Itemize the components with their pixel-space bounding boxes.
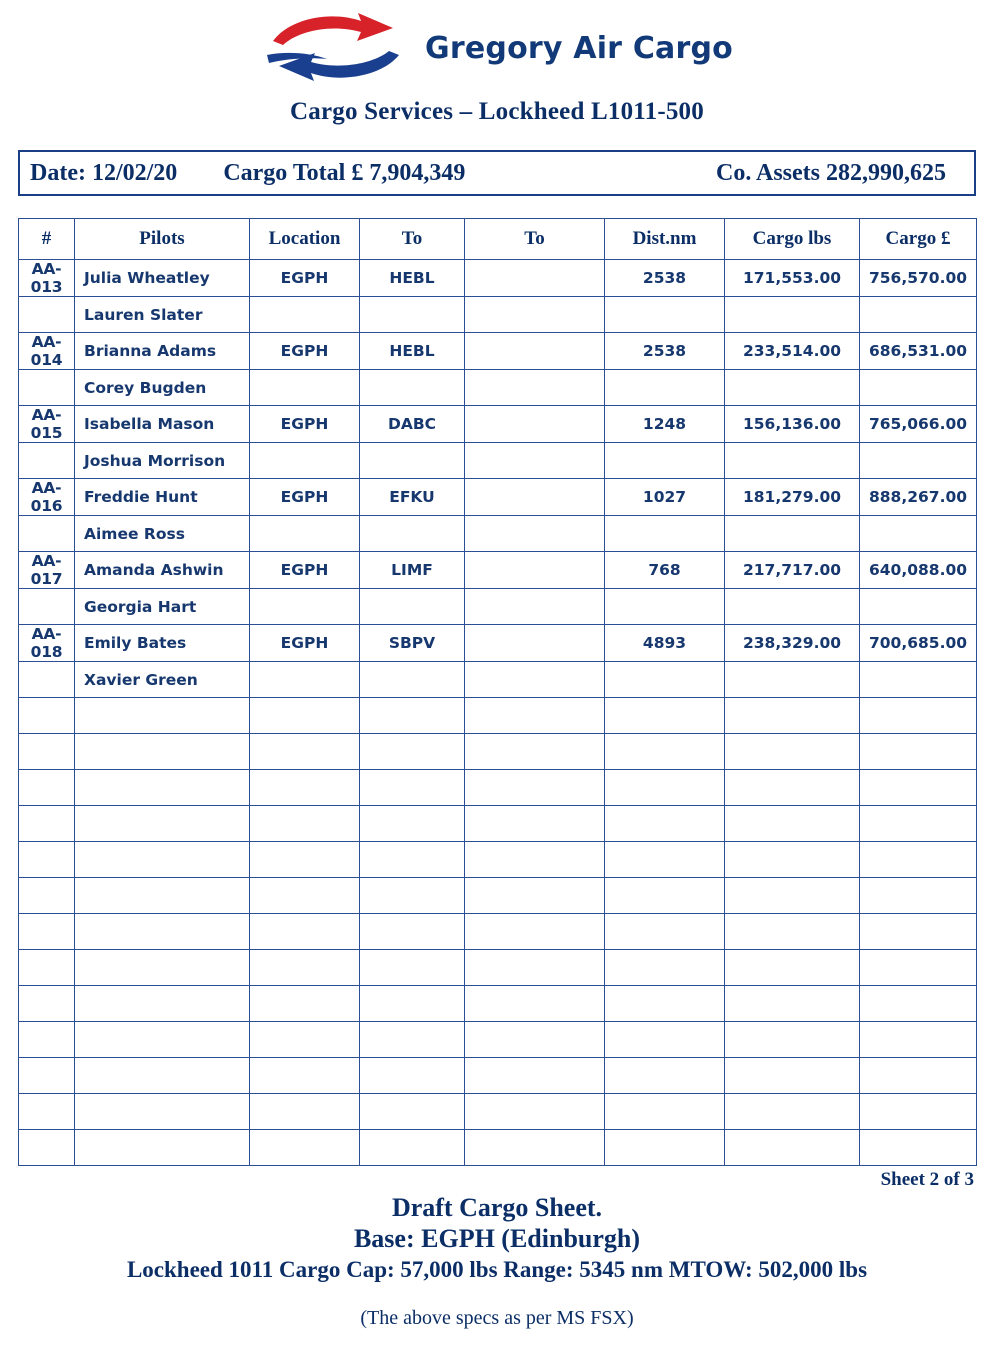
cell-distance (605, 297, 725, 333)
cell-to-1: HEBL (360, 260, 465, 297)
cell-pilot: Aimee Ross (75, 516, 250, 552)
cell-cargo-gbp (860, 1058, 977, 1094)
cell-cargo-lbs (725, 589, 860, 625)
cell-id: AA-017 (19, 552, 75, 589)
cell-cargo-gbp (860, 662, 977, 698)
table-row (19, 443, 977, 479)
cell-to-1 (360, 986, 465, 1022)
cell-distance (605, 443, 725, 479)
cell-id (19, 734, 75, 770)
cell-pilot: Freddie Hunt (75, 479, 250, 516)
cell-id (19, 1058, 75, 1094)
cell-location: EGPH (250, 260, 360, 297)
cell-id: AA-014 (19, 333, 75, 370)
cell-to-2 (465, 698, 605, 734)
cell-cargo-gbp (860, 1130, 977, 1166)
cell-location (250, 1094, 360, 1130)
table-row (19, 479, 977, 516)
table-row (19, 625, 977, 662)
cell-id (19, 1094, 75, 1130)
cell-id (19, 698, 75, 734)
table-row (19, 914, 977, 950)
cell-cargo-gbp: 756,570.00 (860, 260, 977, 297)
cell-location (250, 1058, 360, 1094)
cell-id: AA-018 (19, 625, 75, 662)
cell-distance (605, 950, 725, 986)
cell-to-1 (360, 698, 465, 734)
cell-distance (605, 1094, 725, 1130)
cell-distance (605, 770, 725, 806)
cell-cargo-lbs (725, 443, 860, 479)
footer-base: Base: EGPH (Edinburgh) (353, 1223, 641, 1253)
cell-cargo-gbp (860, 516, 977, 552)
cell-cargo-lbs (725, 878, 860, 914)
table-row (19, 589, 977, 625)
cell-id (19, 842, 75, 878)
cell-cargo-lbs (725, 297, 860, 333)
cargo-total-field: Cargo Total £ 7,904,349 (223, 159, 466, 186)
table-row (19, 1058, 977, 1094)
cell-to-2 (465, 625, 605, 662)
column-header-pilots: Pilots (75, 219, 250, 260)
company-assets-field: Co. Assets 282,990,625 (715, 159, 946, 186)
cell-location (250, 297, 360, 333)
cell-distance (605, 516, 725, 552)
cell-to-1: LIMF (360, 552, 465, 589)
cell-distance: 4893 (605, 625, 725, 662)
footer-specs: Lockheed 1011 Cargo Cap: 57,000 lbs Range: 5345 nm MTOW: 502,000 lbs (126, 1257, 868, 1283)
cell-location (250, 842, 360, 878)
company-name: Gregory Air Cargo (425, 30, 733, 66)
cell-pilot: Georgia Hart (75, 589, 250, 625)
cell-cargo-lbs (725, 734, 860, 770)
cell-to-1 (360, 770, 465, 806)
cell-location (250, 1130, 360, 1166)
column-header-location: Location (250, 219, 360, 260)
cell-pilot: Lauren Slater (75, 297, 250, 333)
cell-location: EGPH (250, 625, 360, 662)
cell-distance (605, 662, 725, 698)
cell-pilot (75, 842, 250, 878)
cell-cargo-gbp (860, 842, 977, 878)
cell-cargo-lbs (725, 914, 860, 950)
cell-cargo-lbs (725, 1130, 860, 1166)
cell-cargo-lbs (725, 516, 860, 552)
cell-to-1 (360, 1094, 465, 1130)
table-header-row (19, 219, 977, 260)
cell-to-2 (465, 516, 605, 552)
cell-id (19, 662, 75, 698)
cell-cargo-lbs: 156,136.00 (725, 406, 860, 443)
cell-location: EGPH (250, 479, 360, 516)
cell-id: AA-015 (19, 406, 75, 443)
cell-id (19, 950, 75, 986)
cell-pilot (75, 1058, 250, 1094)
table-row (19, 1130, 977, 1166)
cell-to-1 (360, 734, 465, 770)
cell-cargo-lbs (725, 770, 860, 806)
cell-to-1 (360, 1058, 465, 1094)
column-header-id: # (19, 219, 75, 260)
cell-cargo-gbp (860, 1094, 977, 1130)
cell-distance (605, 1022, 725, 1058)
cell-location (250, 734, 360, 770)
table-row (19, 662, 977, 698)
cell-to-1 (360, 297, 465, 333)
cell-distance: 2538 (605, 260, 725, 297)
cell-to-2 (465, 406, 605, 443)
cell-pilot: Isabella Mason (75, 406, 250, 443)
cell-id: AA-013 (19, 260, 75, 297)
cell-id (19, 516, 75, 552)
cell-cargo-gbp (860, 950, 977, 986)
cell-to-1 (360, 950, 465, 986)
cell-distance: 1027 (605, 479, 725, 516)
cell-cargo-lbs (725, 1058, 860, 1094)
cell-location (250, 662, 360, 698)
cell-cargo-gbp: 640,088.00 (860, 552, 977, 589)
cell-location (250, 806, 360, 842)
cell-distance (605, 370, 725, 406)
cell-to-2 (465, 589, 605, 625)
cell-cargo-lbs (725, 1094, 860, 1130)
cell-cargo-gbp: 765,066.00 (860, 406, 977, 443)
cell-cargo-gbp: 700,685.00 (860, 625, 977, 662)
cell-location (250, 589, 360, 625)
cell-location (250, 770, 360, 806)
cell-id (19, 986, 75, 1022)
cell-to-1 (360, 806, 465, 842)
cell-location: EGPH (250, 552, 360, 589)
cell-cargo-lbs (725, 806, 860, 842)
cell-to-2 (465, 878, 605, 914)
cell-to-2 (465, 297, 605, 333)
cell-location: EGPH (250, 406, 360, 443)
cell-cargo-lbs (725, 950, 860, 986)
cell-location (250, 950, 360, 986)
cell-pilot: Xavier Green (75, 662, 250, 698)
cell-pilot: Corey Bugden (75, 370, 250, 406)
cell-id (19, 806, 75, 842)
cell-pilot (75, 1094, 250, 1130)
table-row (19, 516, 977, 552)
summary-bar (18, 150, 976, 196)
document-footer (0, 1193, 994, 1330)
cell-cargo-lbs (725, 986, 860, 1022)
cell-to-1: HEBL (360, 333, 465, 370)
cell-location (250, 1022, 360, 1058)
cell-cargo-gbp (860, 589, 977, 625)
cell-to-2 (465, 662, 605, 698)
cell-to-2 (465, 552, 605, 589)
cell-to-1 (360, 589, 465, 625)
table-row (19, 734, 977, 770)
cell-to-1 (360, 662, 465, 698)
table-row (19, 842, 977, 878)
table-row (19, 333, 977, 370)
cell-to-1: SBPV (360, 625, 465, 662)
cell-location (250, 370, 360, 406)
cell-to-1 (360, 1130, 465, 1166)
cell-pilot (75, 1022, 250, 1058)
cell-to-2 (465, 370, 605, 406)
cell-id (19, 443, 75, 479)
cell-cargo-lbs (725, 662, 860, 698)
cell-id (19, 297, 75, 333)
cell-to-2 (465, 1130, 605, 1166)
table-row (19, 950, 977, 986)
table-row (19, 770, 977, 806)
cell-distance (605, 878, 725, 914)
cell-cargo-gbp (860, 698, 977, 734)
cell-to-1 (360, 914, 465, 950)
footer-note: (The above specs as per MS FSX) (360, 1307, 634, 1330)
table-row (19, 1094, 977, 1130)
cell-pilot: Joshua Morrison (75, 443, 250, 479)
cell-cargo-lbs: 233,514.00 (725, 333, 860, 370)
cell-to-1: DABC (360, 406, 465, 443)
cell-cargo-lbs: 181,279.00 (725, 479, 860, 516)
cell-to-2 (465, 950, 605, 986)
cell-to-2 (465, 734, 605, 770)
cell-cargo-lbs (725, 842, 860, 878)
cell-distance (605, 914, 725, 950)
cell-pilot: Brianna Adams (75, 333, 250, 370)
cell-cargo-gbp: 888,267.00 (860, 479, 977, 516)
cell-id (19, 770, 75, 806)
cell-id (19, 589, 75, 625)
cell-cargo-gbp (860, 370, 977, 406)
sheet-number: Sheet 2 of 3 (880, 1169, 974, 1190)
cell-cargo-gbp (860, 878, 977, 914)
cell-to-2 (465, 1022, 605, 1058)
cell-cargo-gbp (860, 297, 977, 333)
cell-cargo-gbp (860, 1022, 977, 1058)
cell-distance: 1248 (605, 406, 725, 443)
table-row (19, 297, 977, 333)
cell-to-2 (465, 443, 605, 479)
cell-pilot (75, 914, 250, 950)
cell-pilot: Emily Bates (75, 625, 250, 662)
cell-cargo-gbp (860, 734, 977, 770)
cell-location (250, 443, 360, 479)
cell-to-2 (465, 260, 605, 297)
column-header-cargo-gbp: Cargo £ (860, 219, 977, 260)
column-header-to-2: To (465, 219, 605, 260)
cell-location (250, 914, 360, 950)
cell-location (250, 516, 360, 552)
cell-distance (605, 1058, 725, 1094)
cell-cargo-gbp (860, 806, 977, 842)
column-header-to-1: To (360, 219, 465, 260)
cell-distance (605, 734, 725, 770)
document-header (0, 0, 994, 84)
cell-to-2 (465, 986, 605, 1022)
table-row (19, 986, 977, 1022)
footer-title: Draft Cargo Sheet. (391, 1193, 603, 1222)
cell-id (19, 1022, 75, 1058)
cell-distance: 2538 (605, 333, 725, 370)
cell-cargo-lbs (725, 698, 860, 734)
cell-cargo-gbp: 686,531.00 (860, 333, 977, 370)
arrows-swoosh-logo-icon (261, 11, 411, 85)
cell-pilot: Amanda Ashwin (75, 552, 250, 589)
cell-id (19, 914, 75, 950)
column-header-distance: Dist.nm (605, 219, 725, 260)
table-row (19, 806, 977, 842)
cell-to-1 (360, 1022, 465, 1058)
table-row (19, 406, 977, 443)
cell-cargo-gbp (860, 914, 977, 950)
cell-location (250, 878, 360, 914)
cell-to-1 (360, 516, 465, 552)
table-row (19, 370, 977, 406)
cell-pilot (75, 986, 250, 1022)
cell-id (19, 370, 75, 406)
cell-cargo-gbp (860, 443, 977, 479)
cell-to-2 (465, 770, 605, 806)
cell-cargo-gbp (860, 986, 977, 1022)
cell-cargo-lbs (725, 1022, 860, 1058)
cell-to-2 (465, 806, 605, 842)
cell-cargo-gbp (860, 770, 977, 806)
cell-pilot (75, 950, 250, 986)
cell-distance: 768 (605, 552, 725, 589)
cell-distance (605, 698, 725, 734)
date-field: Date: 12/02/20 (30, 159, 178, 186)
cell-location: EGPH (250, 333, 360, 370)
cell-to-1 (360, 443, 465, 479)
cell-distance (605, 986, 725, 1022)
cell-to-2 (465, 1094, 605, 1130)
cell-to-1 (360, 370, 465, 406)
table-row (19, 878, 977, 914)
cell-id (19, 878, 75, 914)
cell-cargo-lbs: 238,329.00 (725, 625, 860, 662)
table-row (19, 552, 977, 589)
cell-distance (605, 842, 725, 878)
cell-pilot (75, 734, 250, 770)
cell-pilot: Julia Wheatley (75, 260, 250, 297)
column-header-cargo-lbs: Cargo lbs (725, 219, 860, 260)
cell-location (250, 698, 360, 734)
cell-to-1: EFKU (360, 479, 465, 516)
cell-cargo-lbs: 217,717.00 (725, 552, 860, 589)
cell-pilot (75, 698, 250, 734)
document-subtitle: Cargo Services – Lockheed L1011-500 (290, 98, 704, 125)
cell-to-2 (465, 479, 605, 516)
cargo-table (18, 218, 977, 1166)
cell-location (250, 986, 360, 1022)
cell-to-2 (465, 842, 605, 878)
cell-id: AA-016 (19, 479, 75, 516)
table-row (19, 1022, 977, 1058)
table-row (19, 698, 977, 734)
cell-pilot (75, 770, 250, 806)
cell-cargo-lbs (725, 370, 860, 406)
cell-distance (605, 589, 725, 625)
cell-to-2 (465, 914, 605, 950)
cell-id (19, 1130, 75, 1166)
table-row (19, 260, 977, 297)
cell-cargo-lbs: 171,553.00 (725, 260, 860, 297)
cell-distance (605, 1130, 725, 1166)
cell-to-2 (465, 1058, 605, 1094)
cell-to-1 (360, 842, 465, 878)
cell-to-1 (360, 878, 465, 914)
cell-pilot (75, 878, 250, 914)
cell-pilot (75, 1130, 250, 1166)
cell-distance (605, 806, 725, 842)
cell-pilot (75, 806, 250, 842)
cell-to-2 (465, 333, 605, 370)
